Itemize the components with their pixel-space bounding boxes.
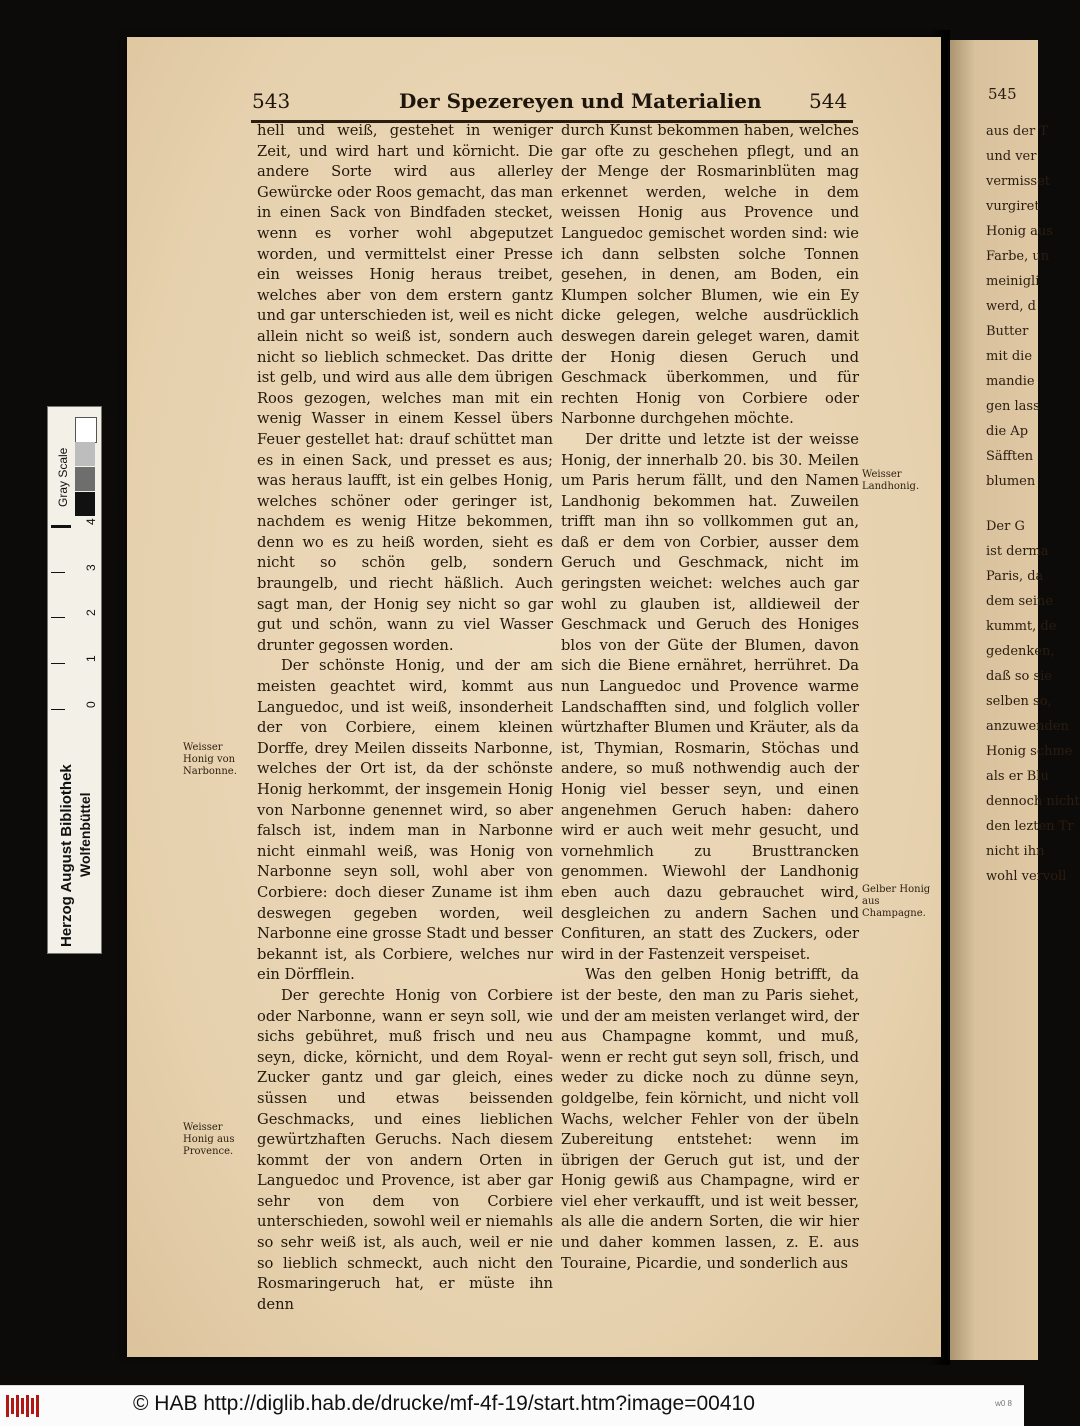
next-page-fragment: wohl vervoll — [986, 869, 1067, 884]
next-page-fragment: gedenken, — [986, 644, 1055, 659]
marginal-note: Gelber Honig aus Champagne. — [862, 884, 931, 919]
paragraph: Der gerechte Honig von Corbiere oder Narbonne, wann er seyn soll, wie sichs gebühret, muß frisch und neu seyn, dicke, körnicht, und dem Royal-Zucker gantz und gar gleich, eines süssen und etwas beissenden Geschmacks, und eines lieblichen gewürtzhaften Geruchs. Nach diesem kommt der von andern Orten in Languedoc und Provence, ist aber gar sehr von dem von Corbiere unterschieden, sowohl weil er niemahls so sehr weiß ist, als auch, weil er nie so lieblich schmeckt, auch nicht den Rosmaringeruch hat, er müste ihn denn — [257, 986, 553, 1313]
next-page-fragment: dennoch nicht — [986, 794, 1080, 809]
gray-swatch — [75, 467, 95, 491]
paragraph: Was den gelben Honig betrifft, da ist der beste, den man zu Paris siehet, und der am meisten verlanget wird, der aus Champagne kommt, und muß, wenn er recht gut seyn soll, frisch, und weder zu dicke noch zu dünne seyn, goldgelbe, fein körnicht, und nicht voll Wachs, welcher Fehler von der übeln Zubereitung entstehet: wenn im übrigen der Geruch gut ist, und der Honig gewiß aus Champagne, wird er viel eher verkaufft, und ist weit besser, als alle die andern Sorten, die wir hier und daher kommen lassen, z. E. aus Touraine, Picardie, und sonderlich aus — [561, 966, 859, 1272]
next-page-fragment: die Ap — [986, 424, 1029, 439]
next-page-fragment: meinigli — [986, 274, 1040, 289]
page-number-left: 543 — [252, 89, 291, 113]
next-page-fragment: Butter — [986, 324, 1029, 339]
gray-swatch — [75, 417, 97, 443]
next-page-fragment: mandie — [986, 374, 1035, 389]
next-page-fragment: den lezten Tr — [986, 819, 1074, 834]
ruler-tick — [51, 709, 65, 710]
page-number-right: 544 — [809, 89, 848, 113]
right-column — [561, 121, 859, 1274]
ruler-label: 2 — [84, 609, 98, 616]
next-page-edge — [948, 40, 1080, 1360]
institution-name: Herzog August Bibliothek — [58, 764, 75, 947]
left-column — [257, 121, 553, 1315]
next-page-number: 545 — [988, 85, 1017, 103]
ruler-label: 1 — [84, 655, 98, 662]
hab-logo — [6, 1395, 42, 1417]
next-page-fragment: Farbe, un — [986, 249, 1050, 264]
paragraph: Der schönste Honig, und der am meisten geachtet wird, kommt aus Languedoc, und ist weiß, insonderheit der von Corbiere, einem kleinen Dorffe, drey Meilen disseits Narbonne, welches der Ort ist, da der schönste Honig herkommt, der insgemein Honig von Narbonne genennet wird, so aber falsch ist, indem man in Narbonne nicht einmahl weiß, was Honig von Narbonne seyn soll, wohl aber von Corbiere: doch dieser Zuname ist ihm deswegen gegeben worden, weil Narbonne eine grosse Stadt und besser bekannt ist, als Corbiere, welches nur ein Dörfflein. — [257, 657, 553, 984]
next-page-fragment: mit die — [986, 349, 1033, 364]
gray-scale-label: Gray Scale — [56, 447, 70, 507]
next-page-fragment: kummt, de — [986, 619, 1057, 634]
ruler-label: 3 — [84, 564, 98, 571]
next-page-fragment: vurgiret — [986, 199, 1040, 214]
next-page-fragment: aus der T — [986, 124, 1048, 139]
paragraph: Der dritte und letzte ist der weisse Honig, der innerhalb 20. bis 30. Meilen um Paris herum fällt, und den Namen Landhonig bekommen hat. Zuweilen trifft man ihn so vollkommen gut an, daß er dem von Corbier, ausser dem Geruch und Geschmack, nicht im geringsten weichet: welches auch gar wohl zu glauben ist, alldieweil der Geschmack und Geruch des Honiges blos von der Güte der Blumen, davon sich die Biene ernähret, herrühret. Da nun Languedoc und Provence warme Landschafften sind, und folglich voller würtzhafter Blumen und Kräuter, als da ist, Thymian, Rosmarin, Stöchas und andere, so muß nothwendig auch der Honig viel besser seyn, und einen angenehmen Geruch haben: dahero wird er auch weit mehr gesucht, und vornehmlich zu Brusttrancken genommen. Wiewohl der Landhonig eben auch dazu gebrauchet wird, desgleichen zu andern Sachen und Confituren, an statt des Zuckers, oder wird in der Fastenzeit verspeiset. — [561, 430, 859, 963]
next-page-fragment: Honig aus — [986, 224, 1053, 239]
next-page-fragment: dem seine — [986, 594, 1054, 609]
institution-city: Wolfenbüttel — [77, 792, 93, 877]
next-page-fragment: gen lass — [986, 399, 1040, 414]
marginal-note: Weisser Landhonig. — [862, 469, 920, 492]
next-page-fragment: Der G — [986, 519, 1025, 534]
next-page-fragment: Säfften — [986, 449, 1034, 464]
gray-swatch — [75, 492, 95, 516]
ruler-tick — [51, 663, 65, 664]
next-page-fragment: blumen — [986, 474, 1036, 489]
marginal-note: Weisser Honig aus Provence. — [183, 1122, 235, 1157]
gray-scale-card — [47, 406, 102, 954]
paragraph: durch Kunst bekommen haben, welches gar ofte zu geschehen pflegt, und an der Menge der Rosmarinblüten mag erkennet werden, welche in dem weissen Honig aus Provence und Languedoc gemischet worden sind: wie ich dann selbsten solche Tonnen gesehen, in denen, am Boden, ein Klumpen solcher Blumen, wie ein Ey dicke gelegen, welche ausdrücklich deswegen darein geleget waren, damit der Honig diesen Geruch und Geschmack überkommen, und für rechten Honig von Corbiere oder Narbonne durchgehen möchte. — [561, 122, 859, 428]
next-page-fragment: vermisset — [986, 174, 1050, 189]
next-page-fragment: und ver — [986, 149, 1037, 164]
next-page-fragment: Paris, da — [986, 569, 1044, 584]
ruler-tick — [51, 572, 65, 573]
next-page-fragment: anzuwenden — [986, 719, 1069, 734]
ruler-label: 0 — [84, 701, 98, 708]
running-title: Der Spezereyen und Materialien — [399, 89, 762, 113]
next-page-fragment: selben so, — [986, 694, 1052, 709]
paragraph: hell und weiß, gestehet in weniger Zeit, und wird hart und körnicht. Die andere Sorte wird aus allerley Gewürcke oder Roos gemacht, das man in einen Sack von Bindfaden stecket, wenn es vorher wohl abgeputzet worden, und vermittelst einer Presse ein weisses Honig heraus treibet, welches aber von dem erstern gantz und gar unterschieden ist, weil es nicht allein nicht so weiß ist, sondern auch nicht so lieblich schmecket. Das dritte ist gelb, und wird aus alle dem übrigen Roos gezogen, welches man mit ein wenig Wasser in einem Kessel übers Feuer gestellet hat: drauf schüttet man es in einen Sack, und presset es aus; was heraus laufft, ist ein gelbes Honig, welches schöner oder geringer ist, nachdem es wenig Hitze bekommen, denn wo es zu heiß worden, sieht es nicht so schön gelb, sondern braungelb, und riecht häßlich. Auch sagt man, der Honig sey nicht so gar gut und schön, wann zu viel Wasser drunter gegossen worden. — [257, 122, 553, 654]
ruler-tick — [51, 617, 65, 618]
footer-mark: w0 8 — [995, 1399, 1012, 1408]
gray-swatch — [75, 442, 95, 466]
next-page-fragment: daß so sie — [986, 669, 1053, 684]
ruler-bar — [51, 525, 71, 528]
book-page — [127, 37, 941, 1357]
next-page-fragment: als er Blu — [986, 769, 1049, 784]
next-page-fragment: Honig schme — [986, 744, 1073, 759]
next-page-fragment: nicht ihn — [986, 844, 1045, 859]
viewer-footer — [0, 1385, 1024, 1426]
permalink-url[interactable]: © HAB http://diglib.hab.de/drucke/mf-4f-19/start.htm?image=00410 — [133, 1392, 755, 1415]
next-page-fragment: ist derma — [986, 544, 1049, 559]
next-page-fragment: werd, d — [986, 299, 1036, 314]
ruler-label: 4 — [84, 518, 98, 525]
marginal-note: Weisser Honig von Narbonne. — [183, 742, 237, 777]
